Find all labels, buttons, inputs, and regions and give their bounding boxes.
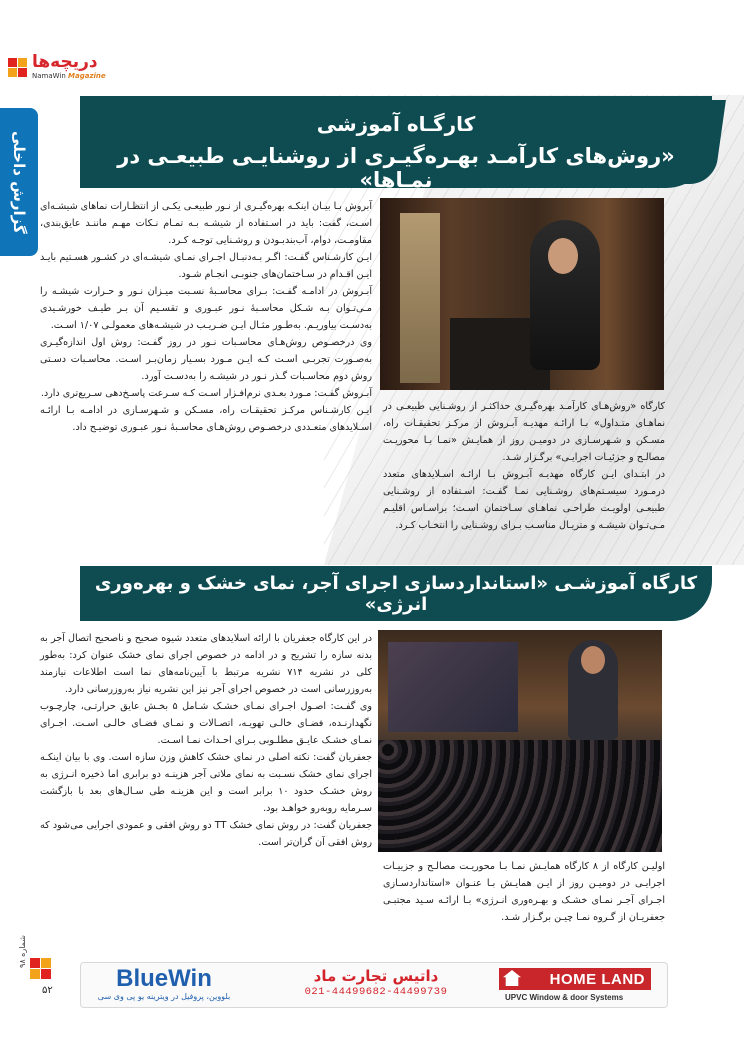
logo-square: [30, 969, 40, 979]
homeland-subtitle: UPVC Window & door Systems: [505, 993, 624, 1002]
paragraph: در ابتـدای ایـن کارگاه مهدیـه آبـروش بـا ارائـه اسـلایدهای متعدد درمـورد سیسـتم‌های روشـنایی نمـا گفـت: اسـتفاده از روشـنایی طبیعـی اولویـت طراحـی نماهـای سـاختمان اسـت؛ براسـاس اقلیـم مـی‌تـوان شیشـه و متریـال مناسـب بـرای روشـنایی را انتخـاب کـرد.: [383, 469, 665, 531]
paragraph: ایـن کارشـناس مرکـز تحقیقـات راه، مسـکن و شـهرسـازی در ادامـه بـا ارائـه اسـلایدهای متعـددی درخصـوص روش‌هـای محاسـبهٔ نـور عبـوری توضیـح داد.: [40, 405, 372, 433]
photo-speaker-face: [581, 646, 605, 674]
paragraph: آبـروش در ادامـه گفـت: بـرای محاسـبهٔ نسـبت میـزان نـور و حـرارت شیشـه را مـی‌تـوان بـه شـکل محاسـبهٔ نـور عبـوری و تقسـیم آن بـر طیـف خورشـیدی به‌دسـت بیاوریـم. به‌طـور مثـال ایـن ضـریـب در شیشـه‌های معمولـی ۱/۰۷ اسـت.: [40, 286, 372, 331]
paragraph: در این کارگاه جعفریان با ارائه اسلایدهای متعدد شیوه صحیح و ناصحیح اتصال آجر به بدنه سازه را تشریح و در ادامه در خصوص اجرای نمای خشک عنوان کرد: به‌طور کلی در نشریه ۷۱۴ نشریه مرتبط با آیین‌نامه‌های نما است اطلاعات نیازمند به‌روزرسانی است در خصوص اجرای آجر نیز این نشریه نیاز به‌روزرسانی دارد.: [40, 633, 372, 695]
article1-heading-banner: [80, 96, 712, 192]
paragraph: آبـروش گفـت: مـورد بعـدی نرم‌افـزار اسـت کـه سـرعت پاسـخ‌دهی سـریع‌تری دارد.: [40, 388, 372, 399]
paragraph: اولیـن کارگاه از ۸ کارگاه همایـش نمـا بـا محوریـت مصالـح و جزییـات اجرایـی در دومیـن روز از ایـن همایـش بـا عنـوان «استانداردسـازی اجـرای آجـر نمـای خشـک و بهـره‌وری انـرژی» بـا ارائـه سـید مجتبـی جعفریـان از گـروه نمـا چیـن برگـزار شـد.: [383, 861, 665, 923]
logo-square: [41, 969, 51, 979]
bluewin-logo: BlueWin: [116, 965, 212, 992]
magazine-masthead: [8, 48, 178, 82]
photo-audience: [378, 740, 662, 852]
bluewin-tagline: بلووین، پروفیل در ویترینه یو پی وی سی: [97, 992, 231, 1001]
logo-square: [18, 68, 27, 77]
page-number: ۵۲: [42, 985, 53, 996]
masthead-title: دریچه‌ها: [32, 52, 98, 72]
logo-square: [8, 58, 17, 67]
ad-bluewin[interactable]: [89, 966, 239, 1006]
dotis-phone: 021-44499682-44499739: [304, 986, 448, 998]
logo-square: [8, 68, 17, 77]
article1-speaker-photo: [380, 198, 664, 390]
photo-projection-screen: [388, 642, 518, 732]
paragraph: جعفریان گفت: در روش نمای خشک TT دو روش افقی و عمودی اجرایی می‌شود که روش افقی آن گران‌تر است.: [40, 820, 373, 848]
paragraph: وی گفـت: اصـول اجـرای نمـای خشـک شـامل ۵ بخـش عایق حرارتـی، چارچـوب نگهدارنـده، فضـای خالـی تهویـه، اتصـالات و نمـای فضـای خالـی اسـت. اجـرای نمـای خشـک عایـق مطلـوبی بـرای احـداث نمـا اسـت.: [40, 701, 373, 746]
paragraph: وی درخصـوص روش‌هـای محاسـبات نـور در روز گفـت: روش اول اندازه‌گیـری به‌صـورت تجربـی اسـت کـه ایـن مـورد بسـیار زمان‌بـر اسـت. محاسـبات دسـتی روش دوم محاسـبات گـذر نـور در شیشـه را به‌دسـت آورد.: [40, 337, 372, 382]
house-icon: [503, 970, 521, 986]
article1-right-column: [383, 398, 665, 534]
masthead-subtitle-accent: Magazine: [68, 72, 106, 80]
photo-backdrop-banner: [400, 213, 440, 383]
paragraph: آبروش بـا بیـان اینکـه بهره‌گیـری از نـور طبیعـی یکـی از انتظـارات نماهای شیشـه‌ای اسـت، گفت: باید در اسـتفاده از شیشـه بـه تمـام نـکات مهـم ماننـد عایق‌بندی، مقاومـت، دوام، آب‌بندبـودن و روشـنایی توجـه کـرد.: [39, 201, 372, 246]
masthead-logo-squares-icon: [8, 58, 27, 77]
corner-logo-icon: [30, 958, 52, 980]
logo-square: [18, 58, 27, 67]
section-tab: [0, 108, 38, 256]
article1-heading-line2: «روش‌های کارآمـد بهـره‌گیـری از روشنایـی طبیعـی در نمـاها»: [117, 144, 675, 192]
article2-audience-photo: [378, 630, 662, 852]
ad-homeland[interactable]: [499, 966, 659, 1006]
article2-left-column: [40, 630, 372, 851]
paragraph: جعفریان گفت: نکته اصلی در نمای خشک کاهش وزن سازه است. وی با بیان اینکـه اجرای نمای خشک نسـبت به نمای ملاتی آجر هزینـه دو برابری اما ذخیره انـرژی به روش خشـک حدود ۱۰ برابر است و این هزینـه طی سـال‌های بعد با بازگشت سـرمایه روبه‌رو خواهـد بود.: [40, 752, 372, 814]
dotis-name: داتیس تجارت ماد: [313, 967, 439, 985]
section-tab-label: گزارش داخلی: [10, 130, 28, 234]
paragraph: ایـن کارشـناس گفـت: اگـر بـه‌دنبـال اجـرای نمـای شیشـه‌ای در کشـور هسـتیم بایـد ایـن اقـدام در سـاختمان‌های جنوبـی انجـام شـود.: [40, 252, 372, 280]
article2-heading-banner: [80, 566, 712, 621]
homeland-logo: [499, 968, 651, 990]
paragraph: کارگاه «روش‌هـای کارآمـد بهره‌گیـری حداکثـر از روشـنایی طبیعـی در نماهـای متـداول» بـا ارائـه مهدیـه آبـروش از مرکـز تحقیقـات راه، مسـکن و شـهرسـازی در دومیـن روز از همایـش «نمـا بـا محوریـت مصالـح و جزئیـات اجرایـی» برگـزار شـد.: [383, 401, 665, 463]
logo-square: [30, 958, 40, 968]
article1-heading-line1: کارگـاه آموزشی: [316, 112, 476, 136]
advertisement-strip: [80, 962, 668, 1008]
photo-speaker-face: [548, 238, 578, 274]
article2-heading: کارگاه آموزشـی «استانداردسازی اجرای آجر، نمای خشک و بهره‌وری انرژی»: [94, 572, 698, 615]
ad-dotis[interactable]: [291, 966, 461, 1006]
article2-right-column: [383, 858, 665, 926]
homeland-name: HOME LAND: [549, 970, 645, 988]
article1-left-column: [40, 198, 372, 436]
issue-number: شماره ۹۸: [18, 935, 27, 968]
masthead-subtitle: [32, 72, 106, 80]
logo-square: [41, 958, 51, 968]
masthead-subtitle-prefix: NamaWin: [32, 72, 66, 80]
